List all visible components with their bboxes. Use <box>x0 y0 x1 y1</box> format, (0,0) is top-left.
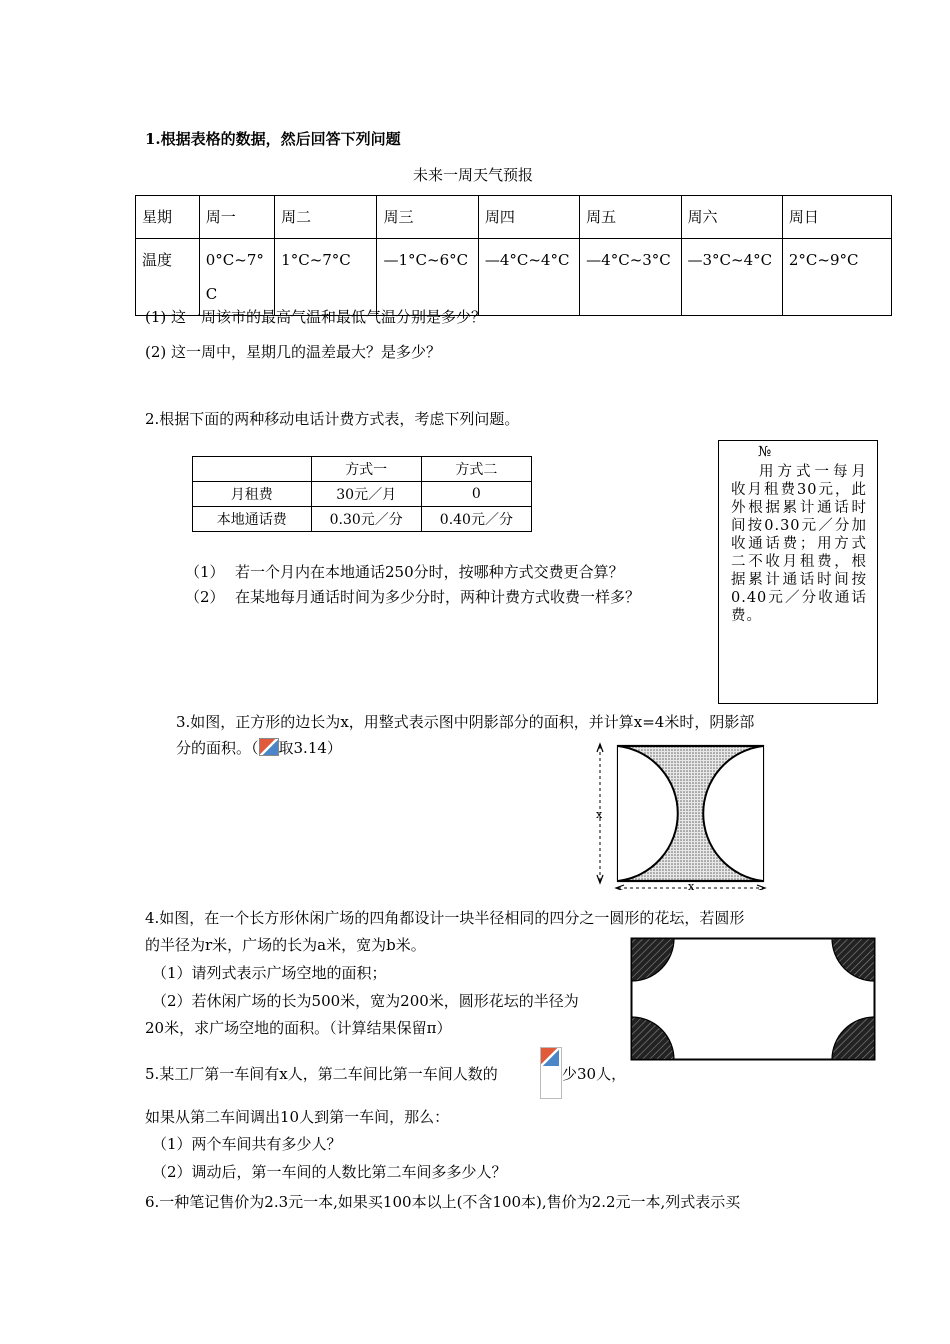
table-cell: 星期 <box>136 196 200 239</box>
table-cell: 周四 <box>478 196 579 239</box>
table-cell: 0.30元／分 <box>311 507 421 532</box>
q2-heading: 2.根据下面的两种移动电话计费方式表，考虑下列问题。 <box>145 410 520 428</box>
table-cell: —1°C~6°C <box>377 239 478 316</box>
table-cell: 2°C~9°C <box>782 239 891 316</box>
square-semicircles-figure <box>590 740 780 890</box>
q3-line2-start: 分的面积。（ <box>176 739 259 757</box>
q3-line2 <box>176 737 342 758</box>
table-cell: 本地通话费 <box>193 507 312 532</box>
q4-line3: （1）请列式表示广场空地的面积； <box>152 964 387 982</box>
q3-line1: 3.如图，正方形的边长为x，用整式表示图中阴影部分的面积，并计算x=4米时，阴影部 <box>176 713 755 731</box>
pi-image-icon <box>259 738 279 756</box>
q2-sub1-number: （1） <box>185 563 225 581</box>
weather-row-temperature <box>136 239 892 316</box>
q1-sub2: (2) 这一周中，星期几的温差最大？是多少？ <box>145 343 442 361</box>
table-cell: 0 <box>421 482 531 507</box>
table-cell: —3°C~4°C <box>681 239 782 316</box>
weather-table <box>135 195 892 316</box>
q5-line1-start: 5.某工厂第一车间有x人，第二车间比第一车间人数的 <box>145 1065 498 1083</box>
q5-line4: （2）调动后，第一车间的人数比第二车间多多少人？ <box>152 1163 507 1181</box>
table-cell: —4°C~4°C <box>478 239 579 316</box>
table-cell: —4°C~3°C <box>580 239 681 316</box>
table-cell: 0.40元／分 <box>421 507 531 532</box>
table-cell: 方式一 <box>311 457 421 482</box>
side-label-bottom: x <box>688 880 695 890</box>
table-cell: 周六 <box>681 196 782 239</box>
q2-sub2: 在某地每月通话时间为多少分时，两种计费方式收费一样多？ <box>235 588 641 606</box>
table-cell: 周五 <box>580 196 681 239</box>
table-cell: 周二 <box>275 196 377 239</box>
q2-sub2-number: （2） <box>185 588 225 606</box>
q4-line5: 20米，求广场空地的面积。（计算结果保留π） <box>145 1019 452 1037</box>
q4-line4: （2）若休闲广场的长为500米，宽为200米，圆形花坛的半径为 <box>152 992 579 1010</box>
side-label-left: x <box>596 808 603 821</box>
table-cell: 周三 <box>377 196 478 239</box>
fraction-image-icon <box>540 1047 562 1099</box>
table-cell: 周一 <box>199 196 274 239</box>
table-cell: 温度 <box>136 239 200 316</box>
weather-table-title: 未来一周天气预报 <box>413 166 534 184</box>
table-cell: 周日 <box>782 196 891 239</box>
table-row <box>193 507 532 532</box>
table-cell: 月租费 <box>193 482 312 507</box>
note-symbol: № <box>758 444 772 460</box>
table-row <box>193 482 532 507</box>
table-cell: 30元／月 <box>311 482 421 507</box>
plan-note-text: 用方式一每月收月租费30元，此外根据累计通话时间按0.30元／分加收通话费；用方式二不收月租费，根据累计通话时间按0.40元／分收通话费。 <box>731 464 867 624</box>
q6-line1: 6.一种笔记售价为2.3元一本,如果买100本以上(不含100本),售价为2.2元一本,列式表示买 <box>145 1193 741 1211</box>
q1-heading: 1.根据表格的数据，然后回答下列问题 <box>145 130 401 148</box>
plaza-figure <box>630 937 876 1061</box>
q3-line2-end: 取3.14） <box>278 739 342 757</box>
weather-row-weekday <box>136 196 892 239</box>
table-cell: 方式二 <box>421 457 531 482</box>
q5-line2: 如果从第二车间调出10人到第一车间，那么： <box>145 1108 450 1126</box>
q5-line1-end: 少30人， <box>562 1065 627 1083</box>
table-cell: 1°C~7°C <box>275 239 377 316</box>
table-cell <box>193 457 312 482</box>
q1-sub1: (1) 这一周该市的最高气温和最低气温分别是多少？ <box>145 308 487 326</box>
table-cell: 0°C~7°C <box>199 239 274 316</box>
q5-line3: （1）两个车间共有多少人？ <box>152 1135 342 1153</box>
phone-plan-table <box>192 456 532 532</box>
q4-line2: 的半径为r米，广场的长为a米，宽为b米。 <box>145 936 426 954</box>
q2-sub1: 若一个月内在本地通话250分时，按哪种方式交费更合算？ <box>235 563 624 581</box>
q4-line1: 4.如图，在一个长方形休闲广场的四角都设计一块半径相同的四分之一圆形的花坛，若圆形 <box>145 909 745 927</box>
table-row <box>193 457 532 482</box>
